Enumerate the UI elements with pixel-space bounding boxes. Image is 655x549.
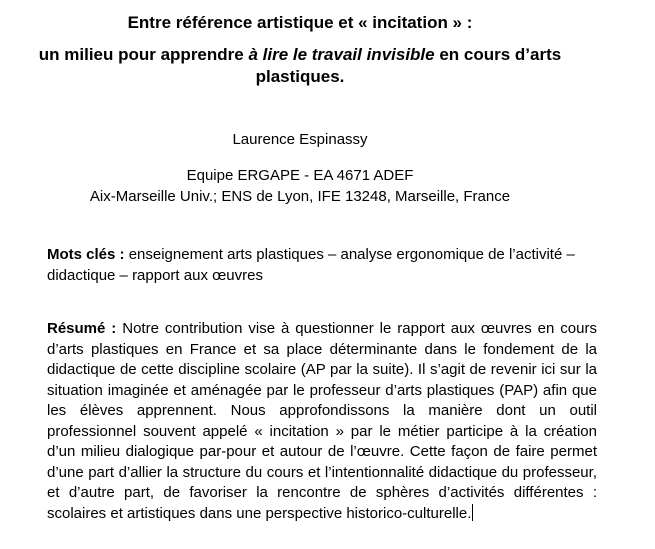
- keywords-paragraph[interactable]: [47, 245, 597, 286]
- text-cursor: [472, 504, 473, 521]
- author-name: Laurence Espinassy: [232, 131, 368, 148]
- keywords-text: enseignement arts plastiques – analyse ergonomique de l’activité – didactique – rapport aux œuvres: [47, 246, 575, 284]
- abstract-text: Notre contribution vise à questionner le rapport aux œuvres en cours d’arts plastiques en France et sa place déterminante dans le fondement de la didactique de cette discipline scolaire (AP par la suite). Il s’agit de revenir ici sur la situation imaginée et aménagée par le professeur d’arts plastiques (PAP) afin que les élèves apprennent. Nous approfondissons la manière dont un outil professionnel souvent appelé « incitation » par le métier participe à la création d’un milieu dialogique par-pour et autour de l’œuvre. Cette façon de faire permet d’une part d’allier la structure du cours et l’intentionnalité didactique du professeur, et d’autre part, de favoriser la rencontre de sphères d’activités différentes : scolaires et artistiques dans une perspective historico-culturelle.: [47, 320, 597, 522]
- title-line-2-start: un milieu pour apprendre: [38, 45, 249, 64]
- keywords-label: Mots clés :: [47, 246, 125, 263]
- affiliation-team: Equipe ERGAPE - EA 4671 ADEF: [186, 167, 414, 184]
- affiliation-institution: Aix-Marseille Univ.; ENS de Lyon, IFE 13248, Marseille, France: [89, 188, 511, 205]
- title-line-2-end: en cours d’arts plastiques.: [255, 45, 562, 86]
- title-line-1: [0, 12, 600, 34]
- title-line-2-italic: à lire le travail invisible: [248, 45, 435, 64]
- abstract-label: Résumé :: [47, 320, 117, 337]
- abstract-paragraph[interactable]: [47, 319, 597, 524]
- title-line-1-text: Entre référence artistique et « incitation » :: [127, 13, 473, 32]
- title-line-2: [0, 44, 600, 88]
